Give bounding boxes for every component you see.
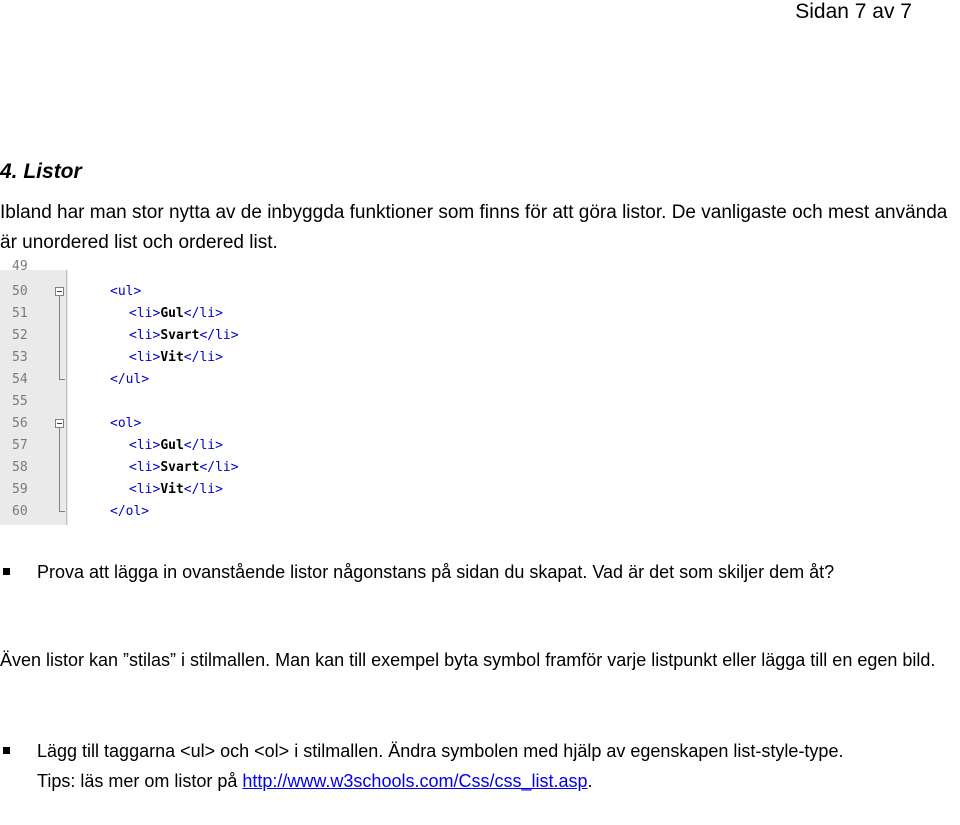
page-number: Sidan 7 av 7 (795, 0, 912, 23)
fold-collapse-icon[interactable] (55, 419, 64, 428)
code-line (0, 457, 290, 479)
intro-paragraph: Ibland har man stor nytta av de inbyggda funktioner som finns för att göra listor. De vanligaste och mest använda är unordered list och ordered list. (0, 202, 948, 253)
bullet-text: Lägg till taggarna <ul> och <ol> i stilmallen. Ändra symbolen med hjälp av egenskapen list-style-type. (37, 741, 844, 761)
styling-paragraph: Även listor kan ”stilas” i stilmallen. Man kan till exempel byta symbol framför varje listpunkt eller lägga till en egen bild. (0, 650, 936, 670)
code-tag: </li> (183, 482, 223, 497)
code-line (0, 501, 290, 523)
code-text (129, 325, 239, 347)
line-number: 53 (12, 350, 28, 365)
line-number: 57 (12, 438, 28, 453)
tips-prefix: Tips: läs mer om listor på (37, 771, 243, 791)
bullet-item-1 (37, 557, 957, 587)
code-line-partial (0, 256, 290, 278)
code-text (110, 413, 141, 435)
bullet-item-2 (37, 736, 957, 796)
square-bullet-icon (3, 568, 10, 575)
code-tag: </li> (183, 350, 223, 365)
code-tag: </ol> (110, 504, 150, 519)
line-number: 56 (12, 416, 28, 431)
code-tag: </li> (183, 306, 223, 321)
line-number: 50 (12, 284, 28, 299)
code-tag: </li> (183, 438, 223, 453)
section-heading: 4. Listor (0, 160, 82, 183)
code-line (0, 281, 290, 303)
code-line (0, 325, 290, 347)
code-tag: <ul> (110, 284, 142, 299)
code-content: Vit (160, 350, 184, 365)
code-text (110, 281, 141, 303)
code-tag: </li> (199, 328, 239, 343)
code-tag: <ol> (110, 416, 142, 431)
code-content: Gul (160, 306, 184, 321)
code-text (129, 347, 223, 369)
code-tag: <li> (129, 328, 161, 343)
code-tag: <li> (129, 306, 161, 321)
tips-suffix: . (587, 771, 593, 791)
bullet-text: Prova att lägga in ovanstående listor någonstans på sidan du skapat. Vad är det som skiljer dem åt? (37, 562, 835, 582)
code-line (0, 479, 290, 501)
code-line (0, 369, 290, 391)
code-tag: <li> (129, 460, 161, 475)
code-text (129, 479, 223, 501)
code-screenshot (0, 259, 290, 525)
fold-collapse-icon[interactable] (55, 287, 64, 296)
line-number: 55 (12, 394, 28, 409)
code-tag: <li> (129, 438, 161, 453)
code-text (110, 369, 149, 391)
code-tag: </ul> (110, 372, 150, 387)
code-line (0, 347, 290, 369)
line-number: 51 (12, 306, 28, 321)
code-line (0, 303, 290, 325)
square-bullet-icon (3, 747, 10, 754)
code-text (110, 501, 149, 523)
code-content: Vit (160, 482, 184, 497)
line-number: 60 (12, 504, 28, 519)
w3schools-link[interactable]: http://www.w3schools.com/Css/css_list.asp (242, 771, 588, 791)
line-number: 59 (12, 482, 28, 497)
code-tag: </li> (199, 460, 239, 475)
code-content: Svart (160, 328, 200, 343)
code-tag: <li> (129, 350, 161, 365)
code-content: Svart (160, 460, 200, 475)
code-line (0, 391, 290, 413)
line-number: 49 (12, 259, 28, 274)
line-number: 58 (12, 460, 28, 475)
code-line (0, 413, 290, 435)
line-number: 54 (12, 372, 28, 387)
code-tag: <li> (129, 482, 161, 497)
code-text (129, 303, 223, 325)
code-line (0, 435, 290, 457)
code-text (129, 435, 223, 457)
code-content: Gul (160, 438, 184, 453)
code-text (129, 457, 239, 479)
line-number: 52 (12, 328, 28, 343)
